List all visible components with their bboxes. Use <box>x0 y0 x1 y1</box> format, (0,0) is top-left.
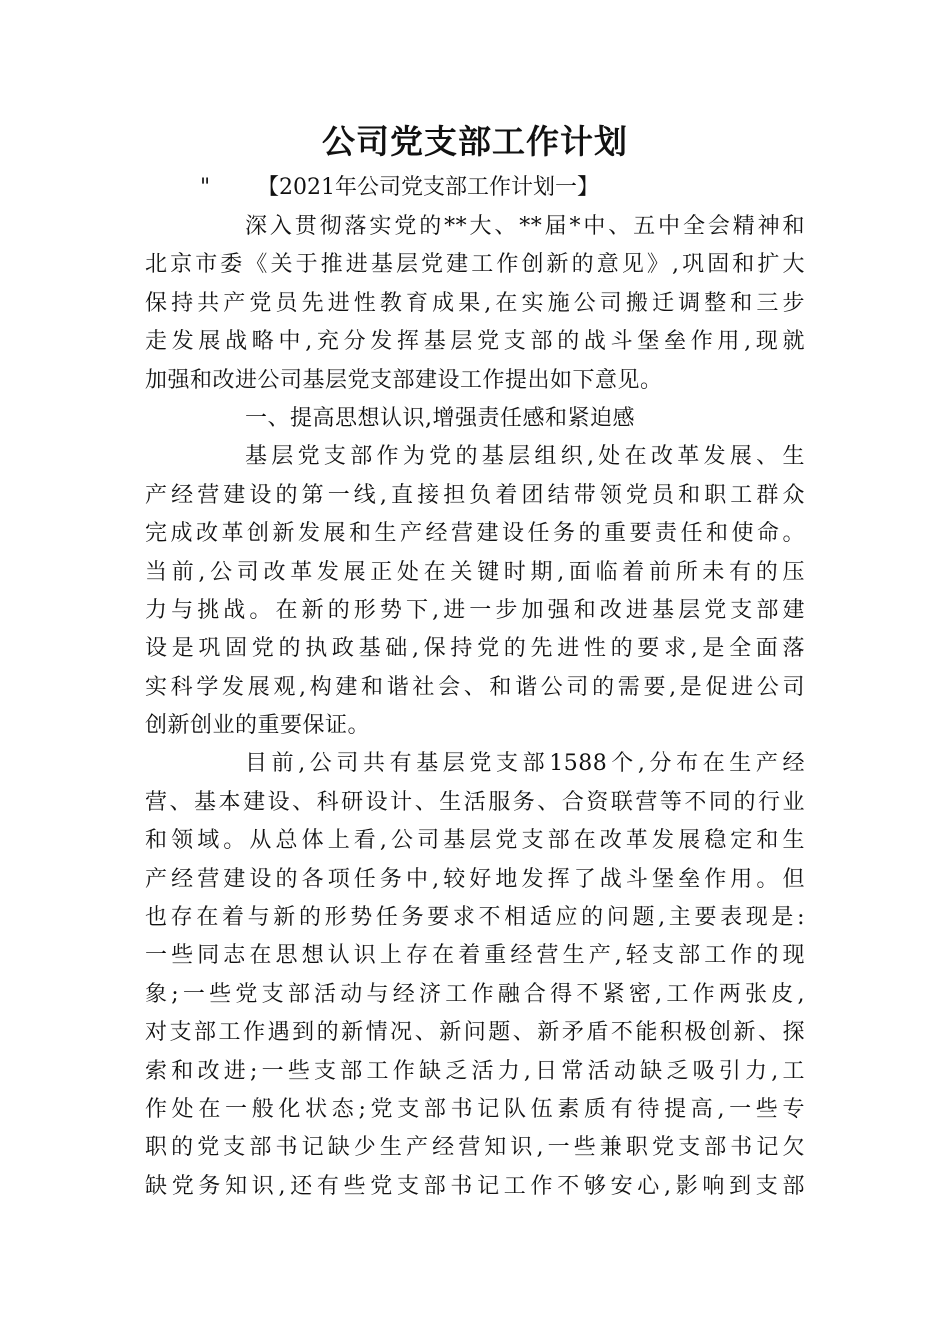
document-subtitle: 【2021年公司党支部工作计划一】 <box>257 175 599 200</box>
quote-mark: " <box>200 175 211 200</box>
document-body <box>145 208 805 1206</box>
text-line: 对支部工作遇到的新情况、新问题、新矛盾不能积极创新、探 <box>145 1020 805 1046</box>
text-line: 和领域。从总体上看,公司基层党支部在改革发展稳定和生 <box>145 828 805 854</box>
text-line: 一些同志在思想认识上存在着重经营生产,轻支部工作的现 <box>145 943 805 969</box>
text-line: 缺党务知识,还有些党支部书记工作不够安心,影响到支部 <box>145 1173 805 1199</box>
paragraph-status <box>145 745 805 1206</box>
text-line: 实科学发展观,构建和谐社会、和谐公司的需要,是促进公司 <box>145 674 805 700</box>
text-line: 创新创业的重要保证。 <box>145 713 371 739</box>
text-line: 完成改革创新发展和生产经营建设任务的重要责任和使命。 <box>145 521 805 547</box>
text-line: 也存在着与新的形势任务要求不相适应的问题,主要表现是: <box>145 905 805 931</box>
text-line: 索和改进;一些支部工作缺乏活力,日常活动缺乏吸引力,工 <box>145 1058 805 1084</box>
subtitle-row <box>145 168 805 208</box>
document-title: 公司党支部工作计划 <box>322 122 628 161</box>
text-line: 设是巩固党的执政基础,保持党的先进性的要求,是全面落 <box>145 636 805 662</box>
text-line: 基层党支部作为党的基层组织,处在改革发展、生 <box>245 444 805 470</box>
text-line: 产经营建设的各项任务中,较好地发挥了战斗堡垒作用。但 <box>145 866 805 892</box>
paragraph-role <box>145 438 805 745</box>
text-line: 职的党支部书记缺少生产经营知识,一些兼职党支部书记欠 <box>145 1135 805 1161</box>
text-line: 走发展战略中,充分发挥基层党支部的战斗堡垒作用,现就 <box>145 329 805 355</box>
text-line: 北京市委《关于推进基层党建工作创新的意见》,巩固和扩大 <box>145 252 805 278</box>
text-line: 作处在一般化状态;党支部书记队伍素质有待提高,一些专 <box>145 1096 805 1122</box>
text-line: 保持共产党员先进性教育成果,在实施公司搬迁调整和三步 <box>145 290 805 316</box>
paragraph-intro <box>145 208 805 400</box>
text-line: 深入贯彻落实党的**大、**届*中、五中全会精神和 <box>245 214 805 239</box>
text-line: 力与挑战。在新的形势下,进一步加强和改进基层党支部建 <box>145 597 805 623</box>
section-heading-text: 一、提高思想认识,增强责任感和紧迫感 <box>245 405 635 431</box>
text-line: 营、基本建设、科研设计、生活服务、合资联营等不同的行业 <box>145 789 805 815</box>
text-line: 产经营建设的第一线,直接担负着团结带领党员和职工群众 <box>145 482 805 508</box>
text-line: 加强和改进公司基层党支部建设工作提出如下意见。 <box>145 367 663 393</box>
text-line: 当前,公司改革发展正处在关键时期,面临着前所未有的压 <box>145 559 805 585</box>
text-line: 目前,公司共有基层党支部1588个,分布在生产经 <box>245 751 805 777</box>
text-line: 象;一些党支部活动与经济工作融合得不紧密,工作两张皮, <box>145 981 805 1007</box>
section-heading <box>145 400 805 438</box>
